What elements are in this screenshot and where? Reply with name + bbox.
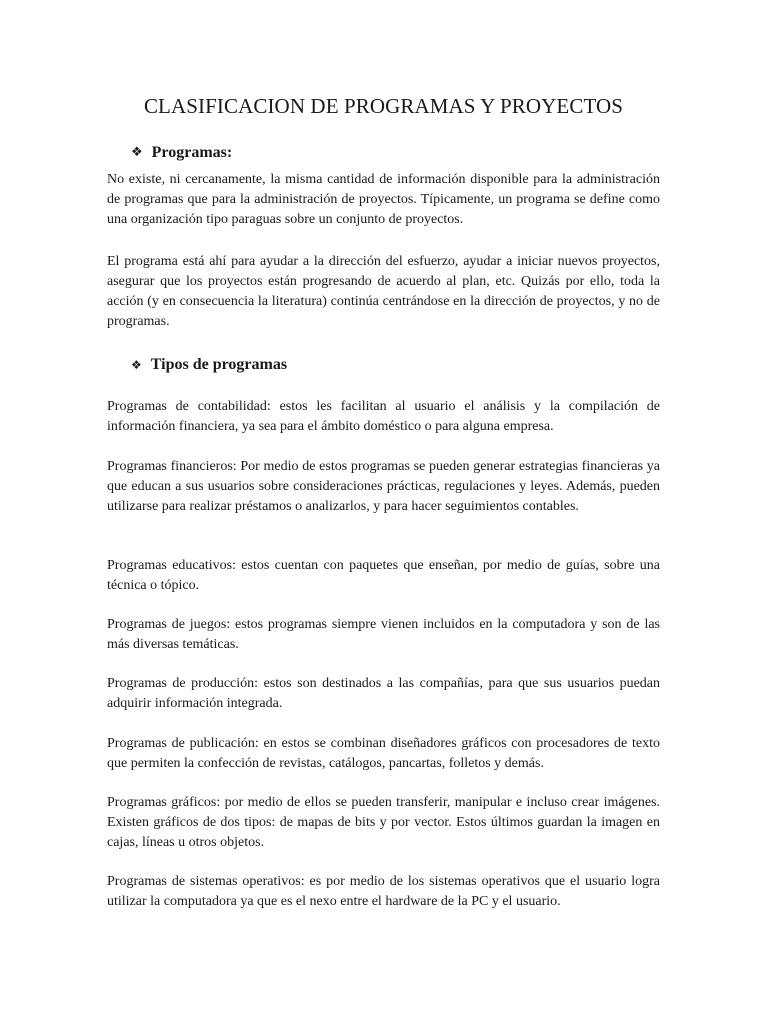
- paragraph-sistemas-operativos: Programas de sistemas operativos: es por medio de los sistemas operativos que el usuario logra utilizar la computadora ya que es el nexo entre el hardware de la PC y el usuario.: [107, 874, 660, 909]
- paragraph-graficos: Programas gráficos: por medio de ellos se pueden transferir, manipular e incluso crear imágenes. Existen gráficos de dos tipos: de mapas de bits y por vector. Estos últimos guardan la imagen en cajas, líneas u otros objetos.: [107, 795, 660, 850]
- section-heading-text: Programas:: [151, 144, 233, 161]
- paragraph-produccion: Programas de producción: estos son destinados a las compañías, para que sus usuarios puedan adquirir información integrada.: [107, 676, 660, 711]
- section-heading-text: Tipos de programas: [150, 356, 288, 373]
- paragraph-programas-2: El programa está ahí para ayudar a la dirección del esfuerzo, ayudar a iniciar nuevos proyectos, asegurar que los proyectos están progresando de acuerdo al plan, etc. Quizás por ello, toda la acción (y en consecuencia la literatura) continúa centrándose en la dirección de proyectos, y no de programas.: [107, 254, 660, 329]
- paragraph-publicacion: Programas de publicación: en estos se combinan diseñadores gráficos con procesadores de texto que permiten la confección de revistas, catálogos, pancartas, folletos y demás.: [107, 736, 660, 771]
- page-title: CLASIFICACION DE PROGRAMAS Y PROYECTOS: [143, 94, 624, 118]
- paragraph-financieros: Programas financieros: Por medio de estos programas se pueden generar estrategias financieras ya que educan a sus usuarios sobre consideraciones prácticas, regulaciones y leyes. Además, pueden utilizarse para realizar préstamos o analizarlos, y para hacer seguimientos contables.: [107, 459, 660, 514]
- diamond-bullet-icon: ❖: [131, 145, 143, 160]
- section-heading-programas: [131, 143, 232, 163]
- section-heading-tipos: [131, 355, 287, 375]
- paragraph-programas-1: No existe, ni cercanamente, la misma cantidad de información disponible para la administración de programas que para la administración de proyectos. Típicamente, un programa se define como una organización tipo paraguas sobre un conjunto de proyectos.: [107, 172, 660, 227]
- paragraph-juegos: Programas de juegos: estos programas siempre vienen incluidos en la computadora y son de las más diversas temáticas.: [107, 617, 660, 652]
- paragraph-educativos: Programas educativos: estos cuentan con paquetes que enseñan, por medio de guías, sobre una técnica o tópico.: [107, 558, 660, 593]
- paragraph-contabilidad: Programas de contabilidad: estos les facilitan al usuario el análisis y la compilación de información financiera, ya sea para el ámbito doméstico o para alguna empresa.: [107, 399, 660, 434]
- diamond-bullet-icon: ❖: [131, 358, 142, 372]
